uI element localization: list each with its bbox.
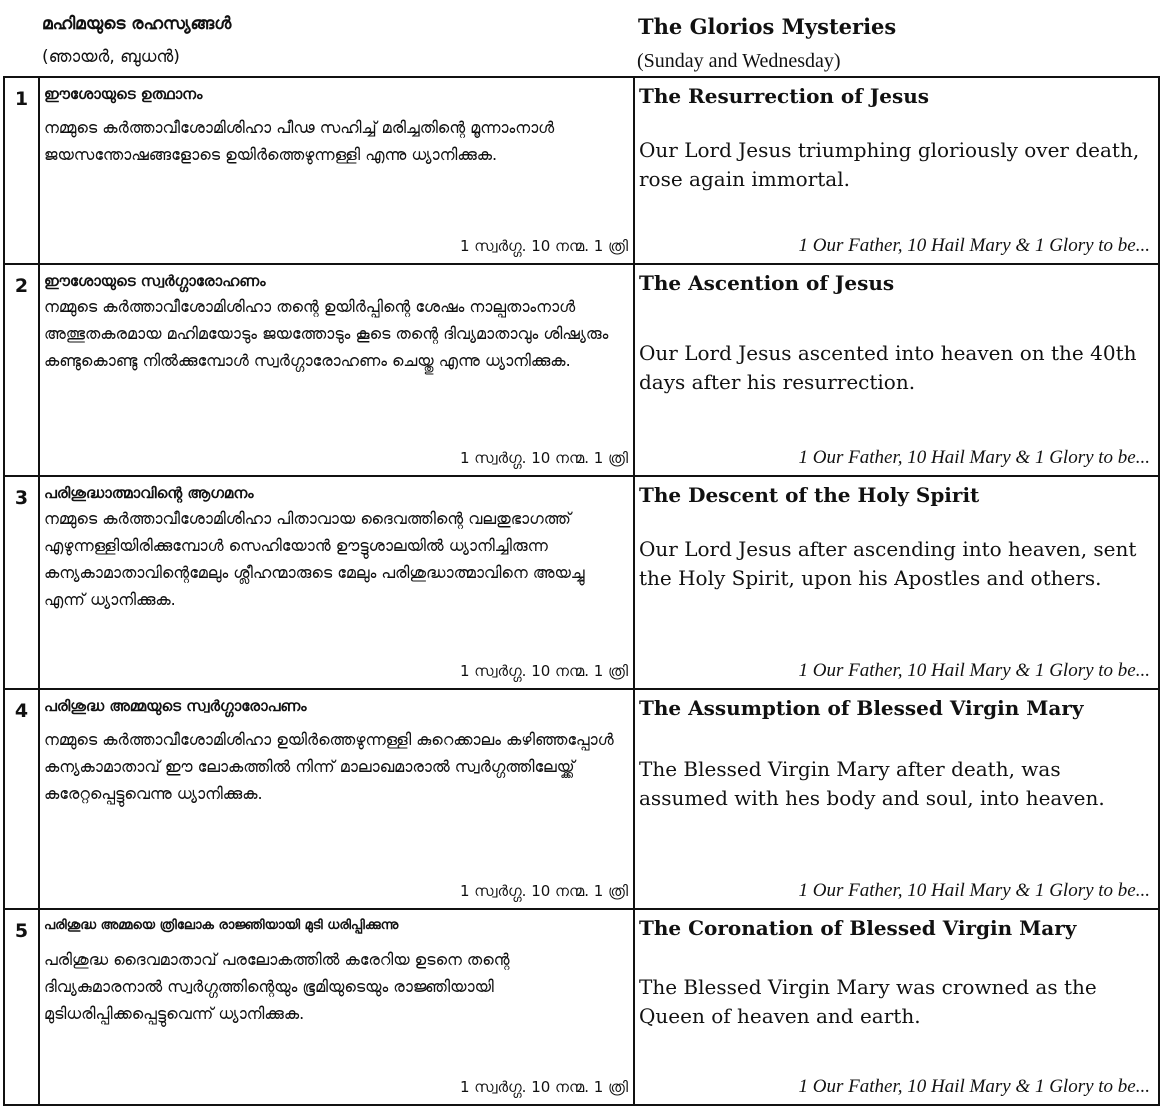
- english-text: The Blessed Virgin Mary after death, was assumed with hes body and soul, into heaven.: [639, 757, 1105, 810]
- english-prayer-count: 1 Our Father, 10 Hail Mary & 1 Glory to be...: [798, 880, 1150, 901]
- malayalam-heading: ഈശോയുടെ സ്വർഗ്ഗാരോഹണം: [44, 272, 266, 290]
- english-cell: [634, 264, 1159, 476]
- english-cell: [634, 689, 1159, 909]
- english-prayer-count: 1 Our Father, 10 Hail Mary & 1 Glory to be...: [798, 447, 1150, 468]
- mystery-row: [4, 689, 1159, 909]
- malayalam-cell: [39, 476, 634, 689]
- malayalam-heading: പരിശുദ്ധാത്മാവിന്റെ ആഗമനം: [44, 484, 254, 502]
- english-subtitle: (Sunday and Wednesday): [637, 50, 841, 72]
- malayalam-title: മഹിമയുടെ രഹസ്യങ്ങൾ: [42, 14, 232, 34]
- malayalam-heading: പരിശുദ്ധ അമ്മയെ ത്രിലോക രാജ്ഞിയായി മുടി ധരിപ്പിക്കുന്നു: [44, 918, 399, 933]
- malayalam-text: നമ്മുടെ കർത്താവീശോമിശിഹാ പീഢ സഹിച്ച് മരിച്ചതിന്റെ മൂന്നാംനാൾ ജയസന്തോഷങ്ങളോടെ ഉയിർത്തെഴുന്നള്ളി എന്നു ധ്യാനിക്കുക.: [44, 118, 555, 164]
- malayalam-text: നമ്മുടെ കർത്താവീശോമിശിഹാ ഉയിർത്തെഴുന്നള്ളി കുറെക്കാലം കഴിഞ്ഞപ്പോൾ കന്യകാമാതാവ് ഈ ലോകത്തിൽ നിന്ന് മാലാഖമാരാൽ സ്വർഗ്ഗത്തിലേയ്ക്ക് കരേറ്റപ്പെട്ടുവെന്നു ധ്യാനിക്കുക.: [44, 730, 614, 803]
- english-heading: The Coronation of Blessed Virgin Mary: [639, 916, 1077, 940]
- english-cell: [634, 77, 1159, 264]
- mystery-row: [4, 476, 1159, 689]
- english-title: The Glorios Mysteries: [638, 14, 897, 39]
- malayalam-subtitle: (ഞായർ, ബുധൻ): [42, 47, 180, 67]
- malayalam-prayer-count: 1 സ്വർഗ്ഗ. 10 നന്മ. 1 ത്രി: [459, 882, 628, 900]
- page-header: [0, 0, 1162, 76]
- english-heading: The Assumption of Blessed Virgin Mary: [639, 696, 1084, 720]
- english-cell: [634, 476, 1159, 689]
- malayalam-heading: പരിശുദ്ധ അമ്മയുടെ സ്വർഗ്ഗാരോപണം: [44, 697, 307, 715]
- english-cell: [634, 909, 1159, 1105]
- english-prayer-count: 1 Our Father, 10 Hail Mary & 1 Glory to be...: [798, 1076, 1150, 1097]
- mystery-row: [4, 909, 1159, 1105]
- english-heading: The Ascention of Jesus: [639, 271, 895, 295]
- english-prayer-count: 1 Our Father, 10 Hail Mary & 1 Glory to be...: [798, 235, 1150, 256]
- malayalam-cell: [39, 909, 634, 1105]
- mysteries-table: [3, 76, 1160, 1106]
- english-heading: The Descent of the Holy Spirit: [639, 483, 980, 507]
- english-text: Our Lord Jesus triumphing gloriously over death, rose again immortal.: [639, 138, 1140, 191]
- mystery-number: 4: [4, 689, 39, 909]
- mystery-number: 1: [4, 77, 39, 264]
- mystery-number: 3: [4, 476, 39, 689]
- malayalam-prayer-count: 1 സ്വർഗ്ഗ. 10 നന്മ. 1 ത്രി: [459, 662, 628, 680]
- malayalam-heading: ഈശോയുടെ ഉത്ഥാനം: [44, 85, 203, 103]
- mystery-number: 2: [4, 264, 39, 476]
- english-heading: The Resurrection of Jesus: [639, 84, 930, 108]
- mystery-row: [4, 77, 1159, 264]
- malayalam-text: പരിശുദ്ധ ദൈവമാതാവ് പരലോകത്തിൽ കരേറിയ ഉടനെ തന്റെ ദിവ്യകുമാരനാൽ സ്വർഗ്ഗത്തിന്റെയും ഭൂമിയുടെയും രാജ്ഞിയായി മുടിധരിപ്പിക്കപ്പെട്ടുവെന്ന് ധ്യാനിക്കുക.: [44, 950, 510, 1023]
- malayalam-prayer-count: 1 സ്വർഗ്ഗ. 10 നന്മ. 1 ത്രി: [459, 449, 628, 467]
- english-text: Our Lord Jesus after ascending into heaven, sent the Holy Spirit, upon his Apostles and others.: [639, 537, 1137, 590]
- malayalam-cell: [39, 264, 634, 476]
- english-text: Our Lord Jesus ascented into heaven on the 40th days after his resurrection.: [639, 341, 1137, 394]
- malayalam-cell: [39, 77, 634, 264]
- malayalam-prayer-count: 1 സ്വർഗ്ഗ. 10 നന്മ. 1 ത്രി: [459, 237, 628, 255]
- malayalam-text: നമ്മുടെ കർത്താവീശോമിശിഹാ പിതാവായ ദൈവത്തിന്റെ വലതുഭാഗത്ത് എഴുന്നള്ളിയിരിക്കുമ്പോൾ സെഹിയോൻ ഊട്ടുശാലയിൽ ധ്യാനിച്ചിരുന്ന കന്യകാമാതാവിന്റെമേലും ശ്ലീഹന്മാരുടെ മേലും പരിശുദ്ധാത്മാവിനെ അയച്ചു എന്ന് ധ്യാനിക്കുക.: [44, 509, 585, 609]
- malayalam-cell: [39, 689, 634, 909]
- english-prayer-count: 1 Our Father, 10 Hail Mary & 1 Glory to be...: [798, 660, 1150, 681]
- malayalam-text: നമ്മുടെ കർത്താവീശോമിശിഹാ തന്റെ ഉയിർപ്പിന്റെ ശേഷം നാല്പതാംനാൾ അത്ഭുതകരമായ മഹിമയോടും ജയത്തോടും കൂടെ തന്റെ ദിവ്യമാതാവും ശിഷ്യരും കണ്ടുകൊണ്ടു നിൽക്കുമ്പോൾ സ്വർഗ്ഗാരോഹണം ചെയ്തു എന്നു ധ്യാനിക്കുക.: [44, 297, 609, 370]
- english-text: The Blessed Virgin Mary was crowned as the Queen of heaven and earth.: [639, 975, 1097, 1028]
- mystery-row: [4, 264, 1159, 476]
- mystery-number: 5: [4, 909, 39, 1105]
- malayalam-prayer-count: 1 സ്വർഗ്ഗ. 10 നന്മ. 1 ത്രി: [459, 1078, 628, 1096]
